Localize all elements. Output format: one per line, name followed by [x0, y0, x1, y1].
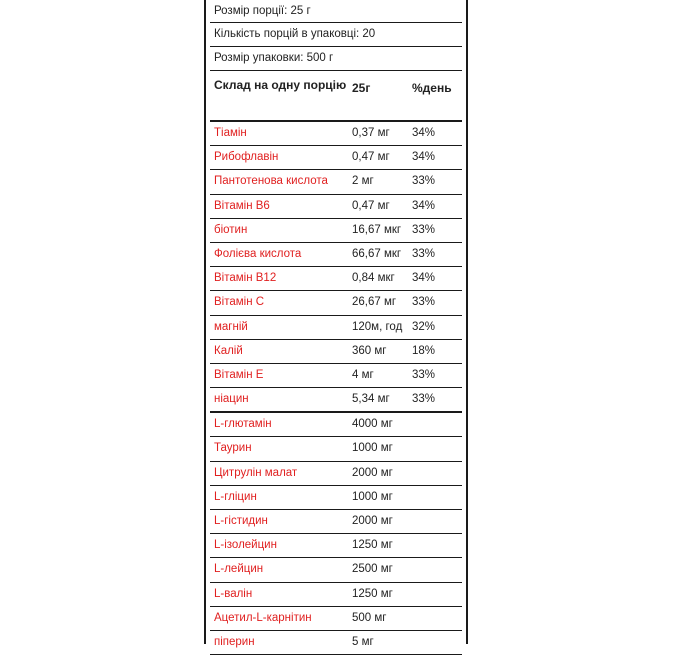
- table-header: [210, 71, 462, 122]
- ingredient-daily: 34%: [412, 127, 436, 139]
- ingredient-name: L-глютамін: [214, 418, 272, 431]
- ingredient-daily: [412, 534, 462, 557]
- ingredient-daily: [412, 486, 462, 509]
- ingredient-daily: [412, 607, 462, 630]
- table-row: [210, 146, 462, 170]
- table-row: [210, 195, 462, 219]
- ingredient-name: Вітамін С: [214, 296, 265, 309]
- ingredient-daily: [412, 462, 462, 485]
- ingredient-name: Вітамін В12: [214, 272, 277, 285]
- ingredient-amount: 0,47 мг: [352, 199, 390, 212]
- ingredient-name: ніацин: [214, 393, 249, 406]
- ingredient-daily: 33%: [412, 175, 436, 188]
- ingredient-amount: 4 мг: [352, 368, 374, 381]
- ingredient-amount: 1250 мг: [352, 587, 393, 600]
- ingredient-name: Таурин: [214, 442, 252, 455]
- table-row: [210, 388, 462, 413]
- ingredient-name: L-ізолейцин: [214, 539, 277, 552]
- ingredient-name: магній: [214, 320, 248, 333]
- ingredient-name: Вітамін В6: [214, 199, 270, 212]
- table-row: [210, 486, 462, 510]
- ingredient-amount: 26,67 мг: [352, 296, 397, 309]
- ingredient-name: Вітамін Е: [214, 368, 264, 381]
- table-row: [210, 219, 462, 243]
- table-row: [210, 583, 462, 607]
- ingredient-name: Ацетил-L-карнітин: [214, 611, 312, 624]
- ingredient-amount: 0,84 мкг: [352, 272, 395, 285]
- ingredient-name: L-гістидин: [214, 515, 268, 527]
- ingredient-daily: 18%: [412, 344, 436, 357]
- ingredient-daily: 33%: [412, 296, 436, 309]
- ingredient-name: L-гліцин: [214, 490, 257, 503]
- ingredient-amount: 1250 мг: [352, 539, 393, 552]
- ingredient-name: L-валін: [214, 587, 253, 600]
- ingredient-name: Калій: [214, 344, 243, 357]
- table-row: [210, 558, 462, 582]
- header-amount: 25г: [352, 81, 371, 95]
- ingredient-daily: 34%: [412, 151, 436, 164]
- table-row: [210, 316, 462, 340]
- ingredient-name: біотин: [214, 223, 248, 236]
- ingredient-daily: 33%: [412, 368, 436, 381]
- ingredient-amount: 1000 мг: [352, 442, 393, 455]
- serving-size: Розмір порції: 25 г: [210, 0, 462, 23]
- ingredient-amount: 1000 мг: [352, 490, 393, 503]
- ingredient-name: піперин: [214, 635, 255, 648]
- ingredient-amount: 0,47 мг: [352, 151, 390, 164]
- servings-per-pack: Кількість порцій в упаковці: 20: [210, 23, 462, 47]
- ingredient-daily: 33%: [412, 393, 436, 406]
- table-row: [210, 607, 462, 631]
- header-composition: Склад на одну порцію: [214, 78, 347, 92]
- ingredient-daily: 33%: [412, 223, 436, 236]
- ingredient-amount: 4000 мг: [352, 418, 393, 431]
- ingredient-amount: 500 мг: [352, 611, 387, 624]
- ingredient-amount: 5 мг: [352, 635, 374, 648]
- ingredient-daily: [412, 413, 462, 436]
- ingredient-daily: 33%: [412, 247, 436, 260]
- ingredient-daily: [412, 437, 462, 460]
- ingredient-daily: [412, 631, 462, 654]
- ingredient-amount: 2 мг: [352, 175, 374, 188]
- ingredient-amount: 0,37 мг: [352, 127, 390, 139]
- table-row: [210, 510, 462, 534]
- header-daily: %день: [412, 81, 452, 95]
- ingredient-amount: 5,34 мг: [352, 393, 390, 406]
- table-row: [210, 364, 462, 388]
- table-row: [210, 267, 462, 291]
- table-row: [210, 291, 462, 315]
- ingredient-amount: 360 мг: [352, 344, 387, 357]
- table-row: [210, 534, 462, 558]
- ingredient-amount: 16,67 мкг: [352, 223, 402, 236]
- ingredient-name: Фолієва кислота: [214, 247, 302, 260]
- table-row: [210, 462, 462, 486]
- ingredient-name: Рибофлавін: [214, 151, 279, 164]
- ingredient-name: Пантотенова кислота: [214, 175, 328, 188]
- ingredient-name: L-лейцин: [214, 563, 264, 576]
- table-row: [210, 340, 462, 364]
- table-row: [210, 243, 462, 267]
- ingredient-name: Цитрулін малат: [214, 466, 298, 479]
- table-row: [210, 631, 462, 655]
- ingredient-daily: [412, 583, 462, 606]
- ingredient-name: Тіамін: [214, 127, 247, 139]
- ingredient-amount: 2500 мг: [352, 563, 393, 576]
- ingredient-amount: 66,67 мкг: [352, 247, 402, 260]
- ingredient-amount: 2000 мг: [352, 466, 393, 479]
- table-row: [210, 122, 462, 146]
- table-row: [210, 437, 462, 461]
- table-row: [210, 170, 462, 194]
- nutrition-facts-panel: [204, 0, 468, 648]
- ingredient-daily: [412, 558, 462, 581]
- ingredient-amount: 2000 мг: [352, 515, 393, 527]
- pack-size: Розмір упаковки: 500 г: [210, 47, 462, 71]
- ingredient-daily: [412, 510, 462, 533]
- table-row: [210, 413, 462, 437]
- ingredient-daily: 34%: [412, 199, 436, 212]
- ingredient-daily: 34%: [412, 272, 436, 285]
- ingredient-daily: 32%: [412, 320, 436, 333]
- ingredient-amount: 120м, год: [352, 320, 403, 333]
